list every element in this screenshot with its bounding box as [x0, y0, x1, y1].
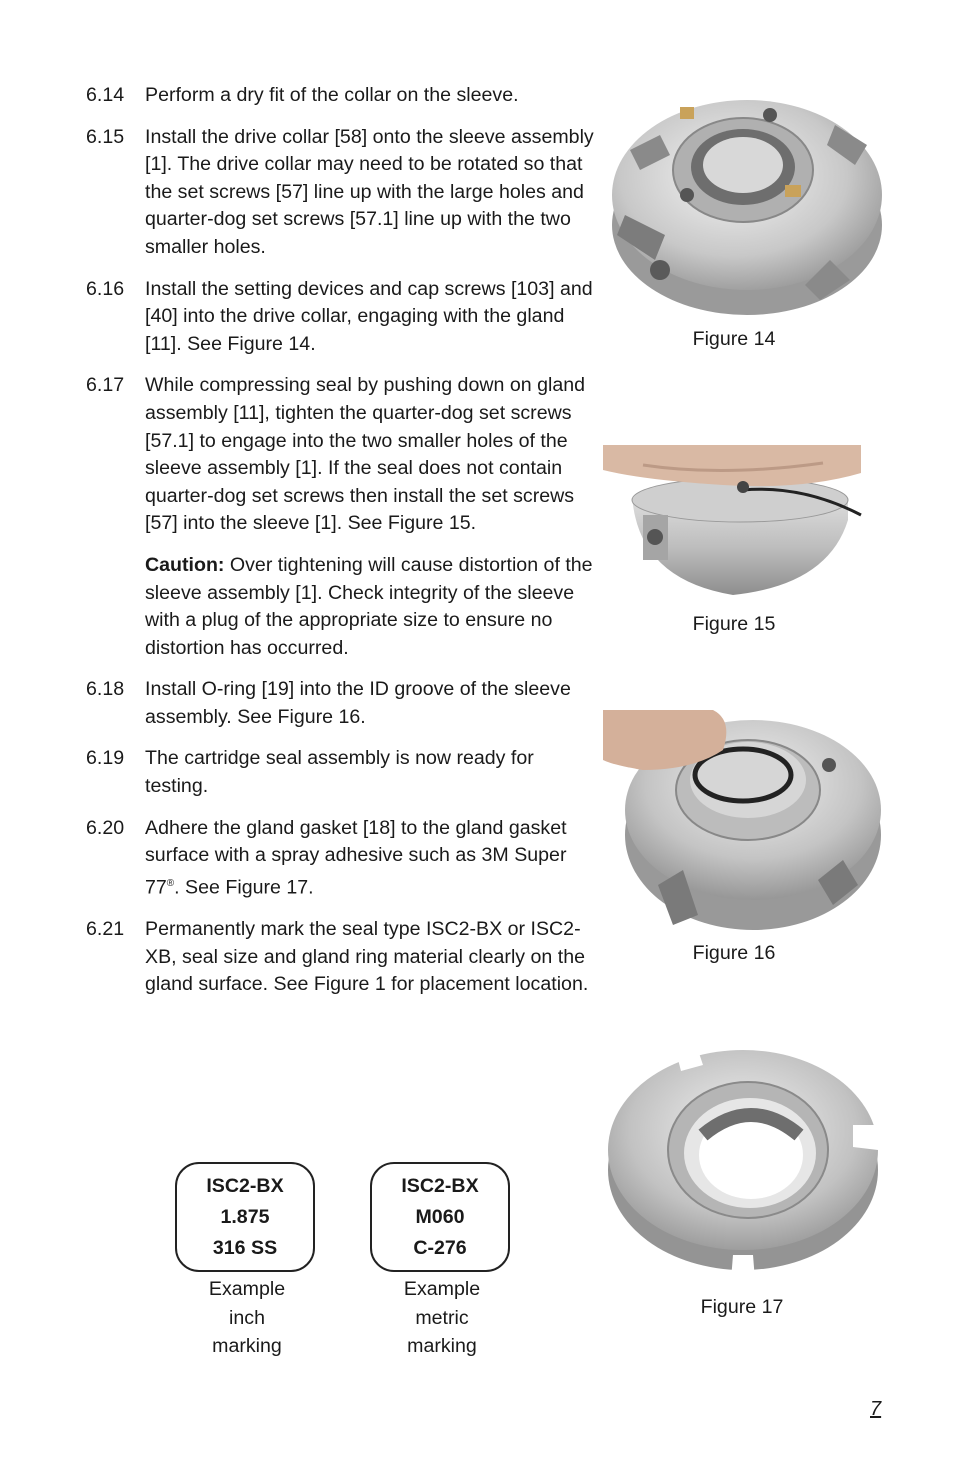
step-number: 6.18 [86, 678, 125, 701]
step-number: 6.16 [86, 277, 125, 300]
step-number: 6.17 [86, 374, 125, 397]
step-6-15 [86, 124, 596, 262]
metric-marking-box [370, 1162, 510, 1272]
marking-line: ISC2-BX [206, 1174, 284, 1197]
marking-line: 1.875 [220, 1205, 270, 1228]
figure-16-caption: Figure 16 [692, 942, 776, 964]
step-text: Perform a dry fit of the collar on the sleeve. [145, 84, 519, 106]
step-6-16 [86, 276, 596, 359]
step-number: 6.21 [86, 917, 125, 940]
step-text-part: Adhere the gland gasket [18] to the gland gasket surface with a spray adhesive such as 3M Super 77 [145, 816, 567, 899]
caution-note [145, 552, 596, 662]
step-number: 6.19 [86, 747, 125, 770]
figure-16-image [603, 710, 883, 932]
figure-14-caption: Figure 14 [692, 328, 776, 350]
registered-mark: ® [166, 877, 175, 889]
step-text: Install the drive collar [58] onto the sleeve assembly [1]. The drive collar may need to be rotated so that the set screws [57] line up with the large holes and quarter-dog set screws [57.1] line up with the two smaller holes. [145, 125, 594, 258]
step-text: The cartridge seal assembly is now ready for testing. [145, 747, 534, 798]
caption-line: Example [208, 1278, 286, 1300]
step-6-20 [86, 815, 596, 902]
step-6-18 [86, 676, 596, 731]
step-text: Install O-ring [19] into the ID groove of the sleeve assembly. See Figure 16. [145, 678, 571, 728]
step-text [145, 815, 596, 902]
inch-marking-caption [167, 1275, 327, 1361]
step-6-21 [86, 916, 596, 999]
marking-line: ISC2-BX [401, 1174, 479, 1197]
metric-marking-caption [362, 1275, 522, 1361]
marking-line: M060 [415, 1205, 465, 1228]
figure-17-image [603, 1035, 883, 1280]
step-text: While compressing seal by pushing down on gland assembly [11], tighten the quarter-dog set screws [57.1] to engage into the two smaller holes of the sleeve assembly [1]. If the seal does not contain quarter-dog set screws then install the set screws [57] into the sleeve [1]. See Figure 15. [145, 374, 586, 535]
procedure-steps [86, 82, 596, 1013]
caption-line: Example [403, 1278, 481, 1300]
caution-label: Caution: [145, 553, 225, 576]
step-number: 6.14 [86, 84, 125, 106]
figure-15-image [603, 445, 863, 605]
marking-line: 316 SS [212, 1236, 278, 1259]
step-text-part: . See Figure 17. [174, 876, 314, 899]
page-number: 7 [870, 1398, 882, 1420]
caption-line: inch [229, 1306, 265, 1329]
caution-text: Over tightening will cause distortion of the sleeve assembly [1]. Check integrity of the sleeve with a plug of the appropriate size to ensure no distortion has occurred. [145, 553, 593, 659]
step-6-19 [86, 745, 596, 800]
step-text: Permanently mark the seal type ISC2-BX or ISC2-XB, seal size and gland ring material clearly on the gland surface. See Figure 1 for placement location. [145, 917, 589, 996]
step-text: Install the setting devices and cap screws [103] and [40] into the drive collar, engaging with the gland [11]. See Figure 14. [145, 277, 593, 355]
caption-line: marking [212, 1335, 282, 1358]
step-number: 6.15 [86, 125, 125, 148]
marking-line: C-276 [413, 1236, 467, 1259]
step-number: 6.20 [86, 816, 125, 839]
caption-line: metric [415, 1306, 469, 1329]
figure-17-caption: Figure 17 [700, 1296, 784, 1318]
step-6-14 [86, 82, 596, 110]
step-6-17 [86, 372, 596, 538]
figure-15-caption: Figure 15 [692, 613, 776, 635]
figure-14-image [605, 85, 890, 320]
caption-line: marking [407, 1335, 477, 1358]
inch-marking-box [175, 1162, 315, 1272]
